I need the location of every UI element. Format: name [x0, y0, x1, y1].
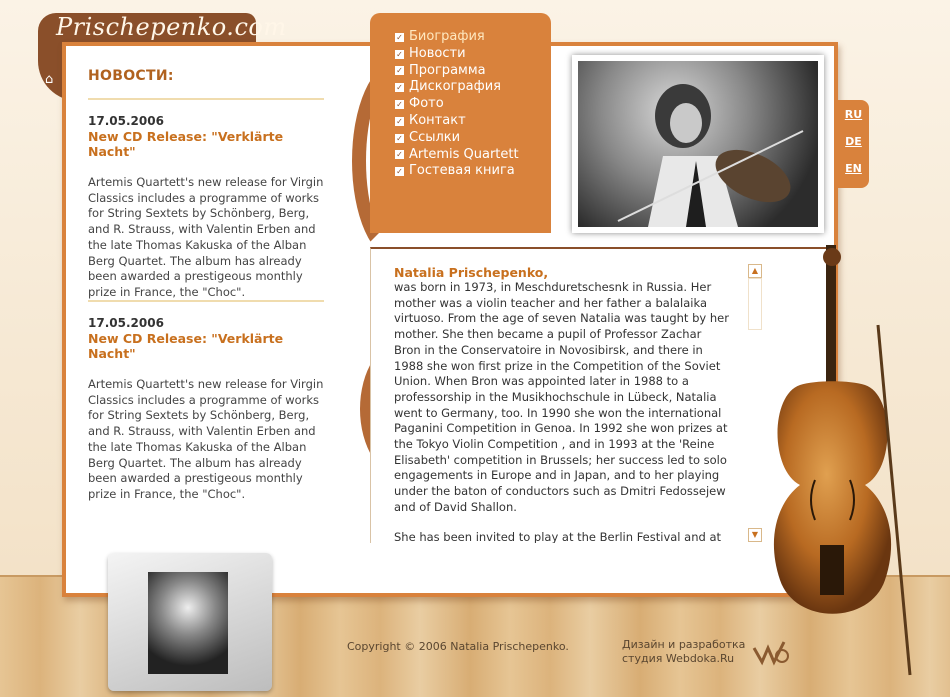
checkbox-icon: ✓	[396, 32, 403, 42]
menu-item-guestbook[interactable]: ✓ Гостевая книга	[396, 163, 515, 179]
checkbox-icon: ✓	[396, 83, 403, 93]
violin-icon	[760, 245, 920, 685]
news-body: Artemis Quartett's new release for Virgin Classics includes a programme of works for String Sextets by Schönberg, Berg, and R. Strauss, with Valentin Erben and the late Thomas Kakuska of the Alban Berg Quartet. The album has already been awarded a prestigeous monthly prize in France, the "Choc".	[88, 175, 324, 299]
checkbox-icon: ✓	[396, 66, 403, 76]
menu-item-contact[interactable]: ✓ Контакт	[396, 112, 466, 128]
menu-item-links[interactable]: ✓ Ссылки	[396, 129, 461, 145]
news-headline-link[interactable]: New CD Release: "Verklärte Nacht"	[88, 129, 284, 159]
portrait-photo-frame	[572, 55, 824, 233]
checkbox-icon: ✓	[396, 100, 403, 110]
bio-text-continued: She has been invited to play at the Berlin Festival and at	[394, 530, 721, 543]
scroll-up-arrow-icon[interactable]: ▲	[748, 264, 762, 278]
language-link-ru[interactable]: RU	[844, 108, 863, 121]
language-switcher	[838, 100, 869, 188]
webdoka-logo-icon[interactable]	[752, 636, 790, 668]
news-divider	[88, 98, 324, 100]
news-item	[88, 114, 328, 301]
copyright-text: Copyright © 2006 Natalia Prischepenko.	[347, 640, 569, 653]
bio-text: was born in 1973, in Meschduretschesnk in Russia. Her mother was a violin teacher and her father a balalaika virtuoso. From the age of seven Natalia was taught by her mother. She then became a pupil of Professor Zachar Bron in the Conservatoire in Novosibirsk, and there in 1988 she won first prize in the Competition of the Soviet Union. When Bron was appointed later in 1988 to a professorship in the Musikhochschule in Lübeck, Natalia went to Germany, too. In 1990 she won the international Paganini Competition in Genoa. In 1992 she won prizes at the Tokyo Violin Competition , and in 1993 at the 'Reine Elisabeth' competition in Brussels; her success led to solo engagements in Europe and in Japan, and to her playing under the baton of conductors such as Dmitri Fedossejew and of David Shallon.	[394, 280, 729, 514]
language-link-en[interactable]: EN	[845, 162, 862, 175]
portrait-photo	[578, 61, 818, 227]
design-credit-link[interactable]: Дизайн и разработка студия Webdoka.Ru	[622, 638, 746, 665]
menu-item-photo[interactable]: ✓ Фото	[396, 96, 444, 112]
main-menu	[370, 13, 551, 233]
menu-item-biography[interactable]: ✓ Биография	[396, 29, 485, 44]
menu-item-program[interactable]: ✓ Программа	[396, 62, 486, 78]
scroll-down-arrow-icon[interactable]: ▼	[748, 528, 762, 542]
news-body: Artemis Quartett's new release for Virgin Classics includes a programme of works for String Sextets by Schönberg, Berg, and R. Strauss, with Valentin Erben and the late Thomas Kakuska of the Alban Berg Quartet. The album has already been awarded a prestigeous monthly prize in France, the "Choc".	[88, 377, 324, 501]
checkbox-icon: ✓	[396, 116, 403, 126]
news-date: 17.05.2006	[88, 316, 164, 330]
home-icon[interactable]: ⌂	[45, 72, 54, 87]
checkbox-icon: ✓	[396, 49, 403, 59]
checkbox-icon: ✓	[396, 133, 403, 143]
language-link-de[interactable]: DE	[845, 135, 862, 148]
news-headline-link[interactable]: New CD Release: "Verklärte Nacht"	[88, 331, 284, 361]
menu-item-artemis[interactable]: ✓ Artemis Quartett	[396, 146, 519, 162]
checkbox-icon: ✓	[396, 150, 403, 160]
menu-item-news[interactable]: ✓ Новости	[396, 45, 466, 61]
news-heading: НОВОСТИ:	[88, 68, 174, 84]
menu-item-discography[interactable]: ✓ Дискография	[396, 79, 501, 95]
news-item	[88, 316, 328, 503]
bio-name: Natalia Prischepenko,	[394, 265, 549, 280]
news-date: 17.05.2006	[88, 114, 164, 128]
site-logo[interactable]: Prischepenko.com	[56, 13, 287, 41]
checkbox-icon: ✓	[396, 167, 403, 177]
child-violinist-photo	[148, 572, 228, 674]
news-divider	[88, 300, 324, 302]
